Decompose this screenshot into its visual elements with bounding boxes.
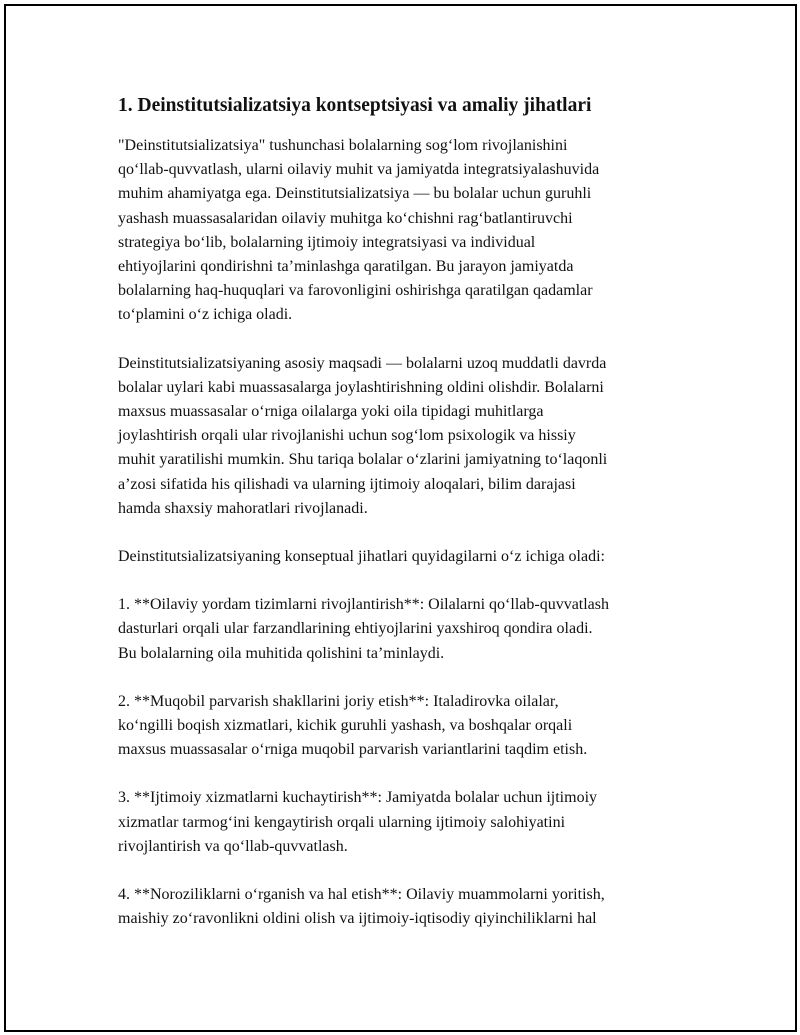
text-line: rivojlantirish va qo‘llab-quvvatlash. xyxy=(118,837,348,855)
text-line: muhim ahamiyatga ega. Deinstitutsializatsiya — bu bolalar uchun guruhli xyxy=(118,185,592,203)
list-item-4 xyxy=(118,883,708,931)
section-heading: 1. Deinstitutsializatsiya kontseptsiyasi va amaliy jihatlari xyxy=(118,95,592,116)
text-line: to‘plamini o‘z ichiga oladi. xyxy=(118,306,293,324)
text-line: Deinstitutsializatsiyaning konseptual jihatlari quyidagilarni o‘z ichiga oladi: xyxy=(118,548,605,566)
document-body xyxy=(118,92,708,955)
text-line: bolalarning haq-huquqlari va farovonligini oshirishga qaratilgan qadamlar xyxy=(118,282,593,300)
paragraph-intro xyxy=(118,134,708,328)
text-line: bolalar uylari kabi muassasalarga joylashtirishning oldini olishdir. Bolalarni xyxy=(118,378,604,396)
text-line: joylashtirish orqali ular rivojlanishi uchun sog‘lom psixologik va hissiy xyxy=(118,427,576,445)
paragraph-main-goal xyxy=(118,352,708,521)
text-line: strategiya bo‘lib, bolalarning ijtimoiy integratsiyasi va individual xyxy=(118,233,536,251)
text-line: qo‘llab-quvvatlash, ularni oilaviy muhit va jamiyatda integratsiyalashuvida xyxy=(118,161,600,179)
text-line: 2. **Muqobil parvarish shakllarini joriy etish**: Italadirovka oilalar, xyxy=(118,692,559,710)
text-line: maishiy zo‘ravonlikni oldini olish va ijtimoiy-iqtisodiy qiyinchiliklarni hal xyxy=(118,910,597,928)
text-line: maxsus muassasalar o‘rniga muqobil parvarish variantlarini taqdim etish. xyxy=(118,741,588,759)
text-line: 1. **Oilaviy yordam tizimlarni rivojlantirish**: Oilalarni qo‘llab-quvvatlash xyxy=(118,596,610,614)
text-line: a’zosi sifatida his qilishadi va ularning ijtimoiy aloqalari, bilim darajasi xyxy=(118,475,576,493)
text-line: "Deinstitutsializatsiya" tushunchasi bolalarning sog‘lom rivojlanishini xyxy=(118,137,568,154)
text-line: Bu bolalarning oila muhitida qolishini ta’minlaydi. xyxy=(118,644,445,662)
text-line: hamda shaxsiy mahoratlari rivojlanadi. xyxy=(118,499,368,517)
list-item-2 xyxy=(118,690,708,763)
text-line: yashash muassasalaridan oilaviy muhitga ko‘chishni rag‘batlantiruvchi xyxy=(118,209,573,227)
list-item-3 xyxy=(118,786,708,859)
text-line: 4. **Noroziliklarni o‘rganish va hal etish**: Oilaviy muammolarni yoritish, xyxy=(118,886,605,904)
text-line: 3. **Ijtimoiy xizmatlarni kuchaytirish**: Jamiyatda bolalar uchun ijtimoiy xyxy=(118,789,598,807)
text-line: dasturlari orqali ular farzandlarining ehtiyojlarini yaxshiroq qondira oladi. xyxy=(118,620,593,638)
text-line: xizmatlar tarmog‘ini kengaytirish orqali ularning ijtimoiy salohiyatini xyxy=(118,813,566,831)
text-line: maxsus muassasalar o‘rniga oilalarga yoki oila tipidagi muhitlarga xyxy=(118,403,544,421)
text-line: ko‘ngilli boqish xizmatlari, kichik guruhli yashash, va boshqalar orqali xyxy=(118,717,573,735)
text-line: ehtiyojlarini qondirishni ta’minlashga qaratilgan. Bu jarayon jamiyatda xyxy=(118,258,574,276)
list-item-1 xyxy=(118,593,708,666)
text-line: Deinstitutsializatsiyaning asosiy maqsadi — bolalarni uzoq muddatli davrda xyxy=(118,354,607,372)
text-line: muhit yaratilishi mumkin. Shu tariqa bolalar o‘zlarini jamiyatning to‘laqonli xyxy=(118,451,608,469)
paragraph-list-intro xyxy=(118,545,708,569)
